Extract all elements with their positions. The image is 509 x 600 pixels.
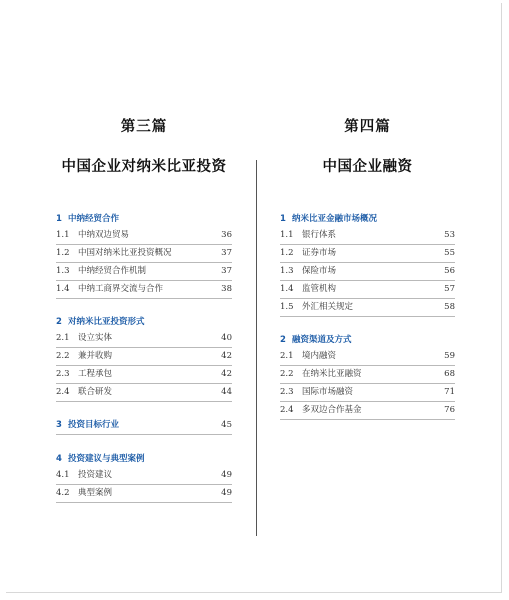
toc-entry[interactable] bbox=[280, 263, 455, 281]
section-heading[interactable] bbox=[280, 212, 455, 226]
entry-number: 1.5 bbox=[280, 302, 294, 312]
section-spacer bbox=[56, 402, 232, 418]
toc-entry[interactable] bbox=[280, 281, 455, 299]
entry-number: 1.1 bbox=[56, 230, 70, 240]
toc-entry[interactable] bbox=[280, 384, 455, 402]
section-heading[interactable] bbox=[56, 315, 232, 329]
entry-number: 4.2 bbox=[56, 488, 70, 498]
entry-title: 境内融资 bbox=[302, 351, 337, 361]
entry-title: 典型案例 bbox=[78, 488, 113, 498]
toc-entry[interactable] bbox=[56, 366, 232, 384]
entry-title: 证券市场 bbox=[302, 248, 337, 258]
entry-number: 1.3 bbox=[280, 266, 294, 276]
entry-title: 中纳工商界交流与合作 bbox=[78, 284, 164, 294]
toc-sections bbox=[280, 212, 455, 420]
section-spacer bbox=[56, 436, 232, 452]
toc-entry[interactable] bbox=[56, 281, 232, 299]
toc-entry[interactable] bbox=[56, 485, 232, 503]
section-number: 1 bbox=[56, 214, 62, 224]
entry-number: 1.4 bbox=[280, 284, 294, 294]
page-number: 53 bbox=[444, 230, 455, 240]
page-number: 49 bbox=[221, 470, 232, 480]
page-number: 37 bbox=[221, 266, 232, 276]
page-number: 42 bbox=[221, 351, 232, 361]
entry-title: 保险市场 bbox=[302, 266, 337, 276]
toc-entry[interactable] bbox=[280, 227, 455, 245]
toc-section bbox=[56, 452, 232, 503]
toc-entry[interactable] bbox=[280, 245, 455, 263]
toc-entry[interactable] bbox=[56, 245, 232, 263]
entry-title: 兼并收购 bbox=[78, 351, 113, 361]
section-spacer bbox=[56, 299, 232, 315]
entry-title: 中纳双边贸易 bbox=[78, 230, 130, 240]
toc-entry[interactable] bbox=[56, 348, 232, 366]
toc-entry[interactable] bbox=[280, 402, 455, 420]
toc-section bbox=[56, 212, 232, 299]
page-number: 71 bbox=[444, 387, 455, 397]
section-title: 融资渠道及方式 bbox=[292, 335, 352, 345]
toc-sections bbox=[56, 212, 232, 503]
entry-title: 设立实体 bbox=[78, 333, 113, 343]
entry-number: 2.3 bbox=[280, 387, 294, 397]
entry-number: 2.2 bbox=[280, 369, 294, 379]
entry-title: 在纳米比亚融资 bbox=[302, 369, 362, 379]
entry-number: 2.4 bbox=[280, 405, 294, 415]
entry-title: 投资建议 bbox=[78, 470, 113, 480]
section-number: 1 bbox=[280, 214, 286, 224]
page-number: 40 bbox=[221, 333, 232, 343]
page-number: 58 bbox=[444, 302, 455, 312]
page-number: 55 bbox=[444, 248, 455, 258]
entry-number: 1.2 bbox=[56, 248, 70, 258]
column-divider bbox=[256, 160, 257, 536]
section-heading[interactable] bbox=[56, 452, 232, 466]
toc-section bbox=[280, 212, 455, 317]
page-number: 76 bbox=[444, 405, 455, 415]
entry-number: 4.1 bbox=[56, 470, 70, 480]
toc-entry[interactable] bbox=[56, 467, 232, 485]
section-spacer bbox=[280, 317, 455, 333]
entry-number: 1.2 bbox=[280, 248, 294, 258]
page-number: 56 bbox=[444, 266, 455, 276]
entry-title: 联合研发 bbox=[78, 387, 113, 397]
toc-entry[interactable] bbox=[280, 348, 455, 366]
section-title: 投资目标行业 bbox=[68, 420, 120, 430]
right-column bbox=[280, 0, 455, 600]
entry-title: 监管机构 bbox=[302, 284, 337, 294]
page-number: 57 bbox=[444, 284, 455, 294]
toc-entry[interactable] bbox=[280, 299, 455, 317]
page-number: 36 bbox=[221, 230, 232, 240]
entry-number: 2.1 bbox=[280, 351, 294, 361]
page-number: 45 bbox=[221, 420, 232, 430]
entry-title: 中纳经贸合作机制 bbox=[78, 266, 147, 276]
part-label: 第三篇 bbox=[120, 118, 168, 135]
entry-title: 工程承包 bbox=[78, 369, 113, 379]
section-title: 纳米比亚金融市场概况 bbox=[292, 214, 378, 224]
section-number: 3 bbox=[56, 420, 62, 430]
entry-title: 中国对纳米比亚投资概况 bbox=[78, 248, 172, 258]
section-title: 中纳经贸合作 bbox=[68, 214, 120, 224]
toc-section bbox=[56, 315, 232, 402]
entry-number: 2.4 bbox=[56, 387, 70, 397]
section-title: 对纳米比亚投资形式 bbox=[68, 317, 145, 327]
toc-entry[interactable] bbox=[56, 263, 232, 281]
section-number: 2 bbox=[280, 335, 286, 345]
toc-section bbox=[56, 418, 232, 435]
page-number: 44 bbox=[221, 387, 232, 397]
page-number: 37 bbox=[221, 248, 232, 258]
entry-number: 2.3 bbox=[56, 369, 70, 379]
entry-number: 2.2 bbox=[56, 351, 70, 361]
entry-title: 国际市场融资 bbox=[302, 387, 354, 397]
part-title: 中国企业融资 bbox=[322, 158, 413, 175]
toc-entry[interactable] bbox=[280, 366, 455, 384]
left-column bbox=[56, 0, 232, 600]
page-number: 59 bbox=[444, 351, 455, 361]
entry-title: 多双边合作基金 bbox=[302, 405, 362, 415]
section-title: 投资建议与典型案例 bbox=[68, 454, 145, 464]
part-label: 第四篇 bbox=[344, 118, 391, 135]
part-title: 中国企业对纳米比亚投资 bbox=[61, 158, 227, 175]
entry-number: 1.4 bbox=[56, 284, 70, 294]
page-number: 49 bbox=[221, 488, 232, 498]
entry-title: 外汇相关规定 bbox=[302, 302, 354, 312]
section-number: 2 bbox=[56, 317, 62, 327]
toc-entry[interactable] bbox=[56, 227, 232, 245]
entry-number: 1.1 bbox=[280, 230, 294, 240]
page-number: 38 bbox=[221, 284, 232, 294]
section-heading[interactable] bbox=[56, 418, 232, 435]
entry-number: 1.3 bbox=[56, 266, 70, 276]
entry-title: 银行体系 bbox=[302, 230, 337, 240]
section-heading[interactable] bbox=[56, 212, 232, 226]
section-heading[interactable] bbox=[280, 333, 455, 347]
section-number: 4 bbox=[56, 454, 62, 464]
toc-section bbox=[280, 333, 455, 420]
entry-number: 2.1 bbox=[56, 333, 70, 343]
toc-entry[interactable] bbox=[56, 330, 232, 348]
page-number: 68 bbox=[444, 369, 455, 379]
page-number: 42 bbox=[221, 369, 232, 379]
toc-entry[interactable] bbox=[56, 384, 232, 402]
